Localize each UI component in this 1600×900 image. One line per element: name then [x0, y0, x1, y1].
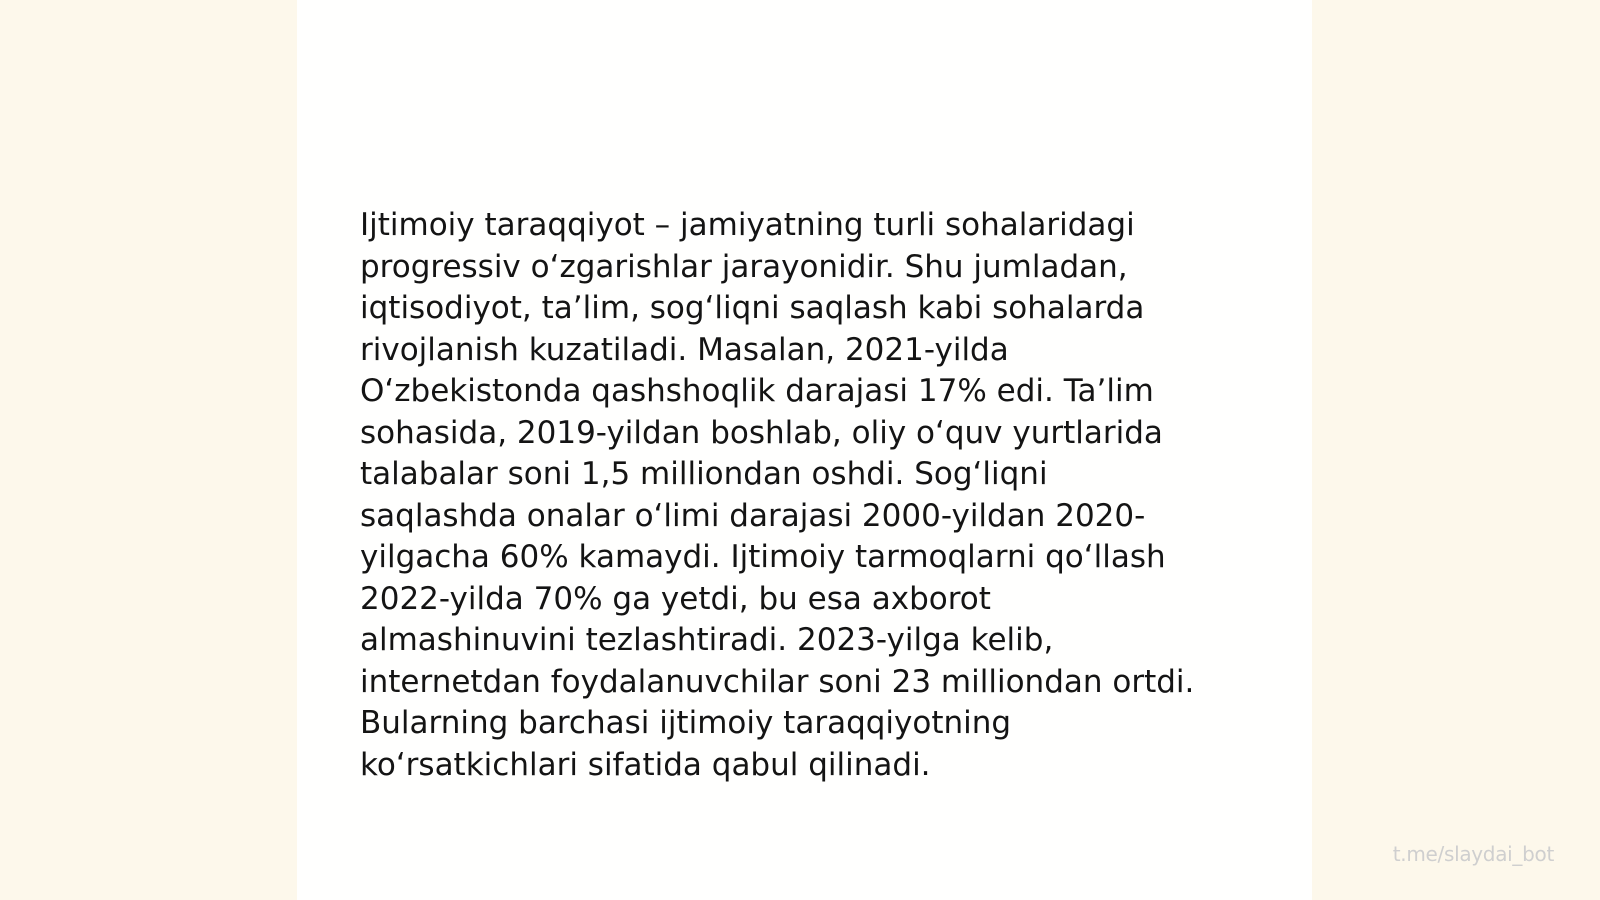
paragraph-line: Bularning barchasi ijtimoiy taraqqiyotning	[360, 705, 1012, 741]
left-margin-panel	[0, 0, 297, 900]
paragraph-line: yilgacha 60% kamaydi. Ijtimoiy tarmoqlarni qoʻllash	[360, 539, 1166, 575]
paragraph-line: sohasida, 2019-yildan boshlab, oliy oʻquv yurtlarida	[360, 414, 1163, 451]
paragraph-line: Ijtimoiy taraqqiyot – jamiyatning turli sohalaridagi	[360, 207, 1135, 243]
paragraph-line: saqlashda onalar oʻlimi darajasi 2000-yildan 2020-	[360, 497, 1146, 534]
paragraph-line: Oʻzbekistonda qashshoqlik darajasi 17% edi. Taʼlim	[360, 373, 1154, 409]
paragraph-line: internetdan foydalanuvchilar soni 23 milliondan ortdi.	[360, 663, 1195, 700]
paragraph-line: koʻrsatkichlari sifatida qabul qilinadi.	[360, 746, 931, 783]
paragraph-line: progressiv oʻzgarishlar jarayonidir. Shu jumladan,	[360, 248, 1128, 285]
paragraph-line: 2022-yilda 70% ga yetdi, bu esa axborot	[360, 580, 991, 617]
body-paragraph	[360, 205, 1260, 786]
paragraph-line: talabalar soni 1,5 milliondan oshdi. Sogʻliqni	[360, 456, 1048, 492]
paragraph-line: almashinuvini tezlashtiradi. 2023-yilga kelib,	[360, 622, 1054, 658]
paragraph-line: rivojlanish kuzatiladi. Masalan, 2021-yilda	[360, 331, 1009, 368]
right-margin-panel	[1312, 0, 1600, 900]
watermark-text: t.me/slaydai_bot	[1392, 842, 1554, 866]
paragraph-line: iqtisodiyot, taʼlim, sogʻliqni saqlash kabi sohalarda	[360, 290, 1145, 326]
